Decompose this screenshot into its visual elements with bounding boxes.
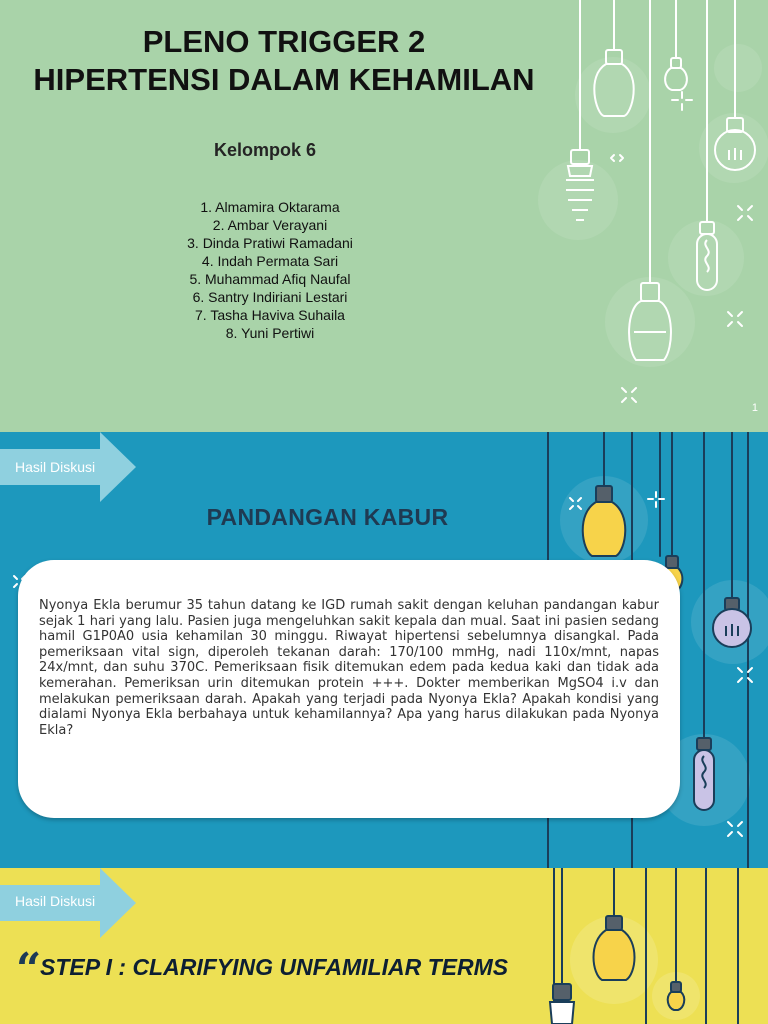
member-item: 8. Yuni Pertiwi [225, 325, 315, 341]
member-item: 4. Indah Permata Sari [201, 253, 339, 269]
member-item: 2. Ambar Verayani [212, 217, 328, 233]
slide-scenario [0, 432, 768, 868]
member-item: 5. Muhammad Afiq Naufal [189, 271, 351, 287]
member-item: 3. Dinda Pratiwi Ramadani [187, 235, 353, 251]
light-bulb-icon [668, 982, 685, 1010]
page-number: 1 [751, 402, 758, 414]
scenario-heading: PANDANGAN KABUR [206, 504, 449, 530]
section-tag: Hasil Diskusi [15, 459, 96, 475]
member-list [150, 198, 390, 342]
scenario-card [18, 560, 680, 818]
member-item: 1. Almamira Oktarama [200, 199, 340, 215]
title-line-1: PLENO TRIGGER 2 [142, 24, 426, 59]
section-tag: Hasil Diskusi [15, 893, 96, 909]
light-bulb-icon [550, 984, 574, 1024]
scenario-text: Nyonya Ekla berumur 35 tahun datang ke IGD rumah sakit dengan keluhan pandangan kabur sejak 1 hari yang lalu. Pasien juga mengeluhkan sakit kepala dan mual. Saat ini pasien sedang hamil G1P0A0 usia kehamilan 30 minggu. Riwayat hipertensi sebelumnya disangkal. Pada pemeriksaan vital sign, diperoleh tekanan darah: 170/100 mmHg, nadi 110x/mnt, napas 24x/mnt, dan suhu 370C. Pemeriksaan fisik ditemukan edem pada kedua kaki dan tidak ada kemerahan. Pemeriksan urin ditemukan protein +++. Dokter memberikan MgSO4 i.v dan melakukan pemeriksaan darah. Apakah yang terjadi pada Nyonya Ekla? Apakah kondisi yang dialami Nyonya Ekla berbahaya untuk kehamilannya? Apa yang harus dilakukan pada Nyonya Ekla? [39, 598, 659, 738]
quote-icon: “ [16, 944, 42, 995]
member-item: 7. Tasha Haviva Suhaila [195, 307, 345, 323]
slide-title [0, 0, 768, 432]
member-item: 6. Santry Indiriani Lestari [192, 289, 348, 305]
light-bulb-icon [665, 58, 687, 90]
step-heading: STEP I : CLARIFYING UNFAMILIAR TERMS [40, 954, 509, 980]
group-name: Kelompok 6 [213, 140, 317, 160]
slide-step1 [0, 868, 768, 1024]
title-line-2: HIPERTENSI DALAM KEHAMILAN [33, 62, 535, 97]
light-bulb-icon [694, 738, 714, 810]
